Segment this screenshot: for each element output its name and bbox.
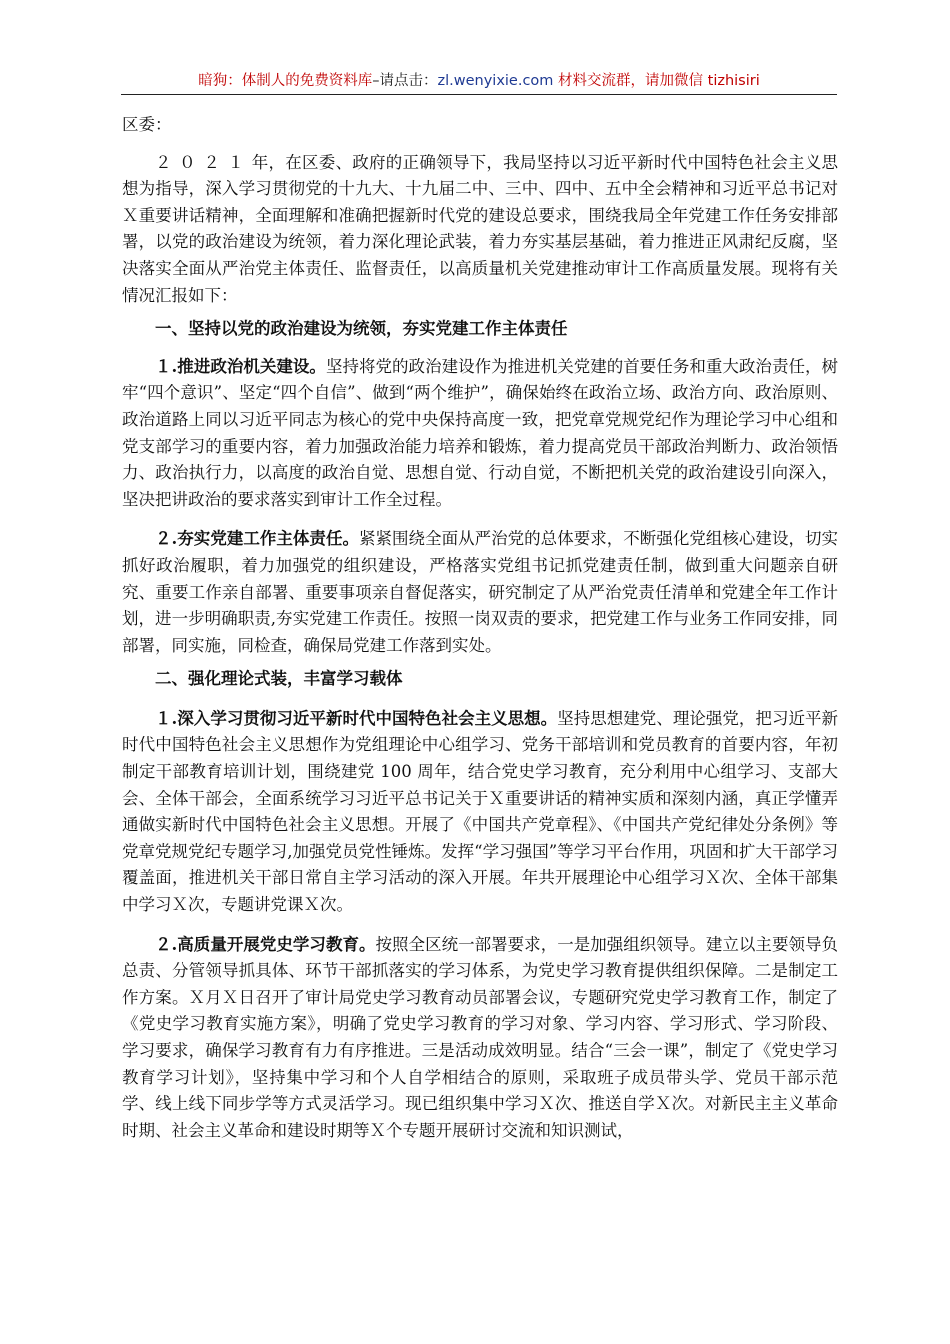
page-header bbox=[121, 68, 837, 95]
intro-text: 年，在区委、政府的正确领导下，我局坚持以习近平新时代中国特色社会主义思想为指导，深入学习贯彻党的十九大、十九届二中、三中、四中、五中全会精神和习近平总书记对Ｘ重要讲话精神，全面理解和准确把握新时代党的建设总要求，围绕我局全年党建工作任务安排部署，以党的政治建设为统领，着力深化理论武装，着力夯实基层基础，着力推进正风肃纪反腐，坚决落实全面从严治党主体责任、监督责任，以高质量机关党建推动审计工作高质量发展。现将有关情况汇报如下： bbox=[122, 152, 838, 305]
section-1-item-2 bbox=[122, 526, 838, 659]
section-1-item-2-title: ２.夯实党建工作主体责任。 bbox=[155, 529, 359, 549]
intro-paragraph bbox=[122, 150, 838, 310]
section-2-heading: 二、强化理论式装，丰富学习载体 bbox=[155, 669, 403, 689]
section-2-item-2 bbox=[122, 932, 838, 1145]
section-1-item-1-text: 坚持将党的政治建设作为推进机关党建的首要任务和重大政治责任，树牢“四个意识”、坚定“四个自信”、做到“两个维护”，确保始终在政治立场、政治方向、政治原则、政治道路上同以习近平同志为核心的党中央保持高度一致，把党章党规党纪作为理论学习中心组和党支部学习的重要内容，着力加强政治能力培养和锻炼，着力提高党员干部政治判断力、政治领悟力、政治执行力，以高度的政治自觉、思想自觉、行动自觉，不断把机关党的政治建设引向深入，坚决把讲政治的要求落实到审计工作全过程。 bbox=[122, 356, 839, 509]
section-1-item-1-title: １.推进政治机关建设。 bbox=[155, 356, 326, 376]
header-wechat-note: 材料交流群，请加微信 tizhisiri bbox=[558, 73, 760, 89]
salutation: 区委： bbox=[122, 115, 172, 134]
section-2-item-2-text: 按照全区统一部署要求，一是加强组织领导。建立以主要领导负总责、分管领导抓具体、环节干部抓落实的学习体系，为党史学习教育提供组织保障。二是制定工作方案。Ｘ月Ｘ日召开了审计局党史学习教育动员部署会议，专题研究党史学习教育工作，制定了《党史学习教育实施方案》，明确了党史学习教育的学习对象、学习内容、学习形式、学习阶段、学习要求，确保学习教育有力有序推进。三是活动成效明显。结合“三会一课”，制定了《党史学习教育学习计划》，坚持集中学习和个人自学相结合的原则，采取班子成员带头学、党员干部示范学、线上线下同步学等方式灵活学习。现已组织集中学习Ｘ次、推送自学Ｘ次。对新民主主义革命时期、社会主义革命和建设时期等Ｘ个专题开展研讨交流和知识测试， bbox=[122, 934, 839, 1140]
section-2-item-1-text: 坚持思想建党、理论强党，把习近平新时代中国特色社会主义思想作为党组理论中心组学习、党务干部培训和党员教育的首要内容，年初制定干部教育培训计划，围绕建党 100 周年，结合党史学习教育，充分利用中心组学习、支部大会、全体干部会，全面系统学习习近平总书记关于Ｘ重要讲话的精神实质和深刻内涵，真正学懂弄通做实新时代中国特色社会主义思想。开展了《中国共产党章程》、《中国共产党纪律处分条例》等党章党规党纪专题学习,加强党员党性锤炼。发挥“学习强国”等学习平台作用，巩固和扩大干部学习覆盖面，推进机关干部日常自主学习活动的深入开展。年共开展理论中心组学习Ｘ次、全体干部集中学习Ｘ次，专题讲党课Ｘ次。 bbox=[122, 708, 838, 915]
header-click-prompt: –请点击： bbox=[372, 73, 438, 89]
section-1-item-1 bbox=[122, 354, 838, 514]
header-brand: 暗狗：体制人的免费资料库 bbox=[198, 73, 373, 89]
section-1-item-2-text: 紧紧围绕全面从严治党的总体要求，不断强化党组核心建设，切实抓好政治履职，着力加强党的组织建设，严格落实党组书记抓党建责任制，做到重大问题亲自研究、重要工作亲自部署、重要事项亲自督促落实，研究制定了从严治党责任清单和党建全年工作计划，进一步明确职责,夯实党建工作责任。按照一岗双责的要求，把党建工作与业务工作同安排，同部署，同实施，同检查，确保局党建工作落到实处。 bbox=[122, 529, 838, 655]
document-body bbox=[122, 112, 838, 1144]
section-2-item-2-title: ２.高质量开展党史学习教育。 bbox=[155, 934, 376, 954]
section-2-item-1 bbox=[122, 706, 838, 919]
header-url-link[interactable]: zl.wenyixie.com bbox=[437, 73, 554, 89]
section-2-item-1-title: １.深入学习贯彻习近平新时代中国特色社会主义思想。 bbox=[155, 708, 558, 728]
section-1-heading: 一、坚持以党的政治建设为统领，夯实党建工作主体责任 bbox=[155, 319, 568, 339]
intro-year: ２０２１ bbox=[155, 152, 252, 172]
